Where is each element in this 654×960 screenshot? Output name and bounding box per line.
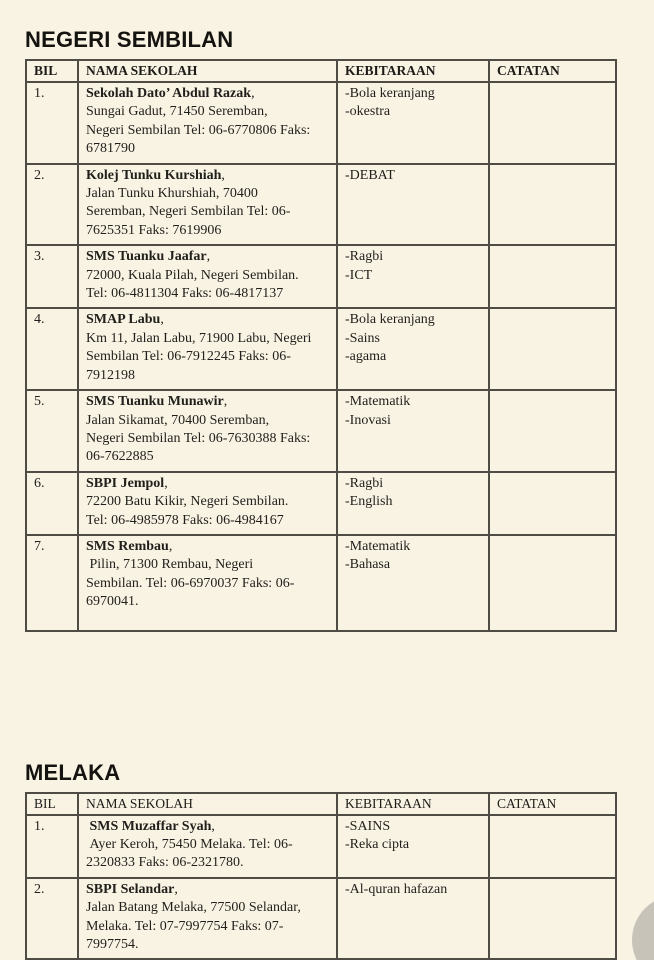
- school-cell: [78, 82, 337, 164]
- address-line: 7625351 Faks: 7619906: [86, 222, 222, 238]
- table-header-row: [26, 793, 616, 815]
- address-line: Melaka. Tel: 07-7997754 Faks: 07-: [86, 918, 284, 934]
- table-row: [26, 535, 616, 631]
- kebitaraan-item: -Bola keranjang: [345, 86, 435, 101]
- address-line: Jalan Batang Melaka, 77500 Selandar,: [86, 900, 301, 916]
- school-name: SMS Tuanku Munawir: [86, 394, 224, 410]
- kebitaraan-cell: [337, 878, 489, 960]
- kebitaraan-item: -Ragbi: [345, 249, 384, 265]
- column-header-bil: BIL: [26, 793, 78, 815]
- kebitaraan-cell: [337, 390, 489, 472]
- kebitaraan-item: -SAINS: [345, 818, 391, 834]
- kebitaraan-cell: [337, 82, 489, 164]
- school-name-suffix: ,: [164, 475, 168, 491]
- school-cell: [78, 472, 337, 535]
- section-negeri-sembilan: [25, 27, 615, 632]
- kebitaraan-item: -Bahasa: [345, 557, 391, 573]
- school-name: SMS Tuanku Jaafar: [86, 249, 207, 265]
- address-line: 7997754.: [86, 937, 139, 952]
- table-row: [26, 472, 616, 535]
- kebitaraan-item: -ICT: [345, 267, 373, 283]
- school-cell: [78, 535, 337, 631]
- kebitaraan-item: -Bola keranjang: [345, 312, 435, 328]
- row-number: 5.: [26, 390, 78, 472]
- school-cell: [78, 878, 337, 960]
- school-name-suffix: ,: [251, 86, 255, 101]
- row-number: 2.: [26, 878, 78, 960]
- column-header-nama-sekolah: NAMA SEKOLAH: [78, 793, 337, 815]
- table-row: [26, 815, 616, 878]
- table-row: [26, 390, 616, 472]
- kebitaraan-item: -English: [345, 494, 393, 510]
- kebitaraan-cell: [337, 535, 489, 631]
- school-name-suffix: ,: [168, 538, 173, 554]
- kebitaraan-item: -DEBAT: [345, 167, 395, 183]
- kebitaraan-item: -Al-quran hafazan: [345, 881, 448, 897]
- school-name: SMAP Labu: [86, 312, 161, 328]
- table-header-row: [26, 60, 616, 82]
- address-line: Pilin, 71300 Rembau, Negeri: [86, 557, 254, 573]
- address-line: Sungai Gadut, 71450 Seremban,: [86, 104, 268, 120]
- school-name-suffix: ,: [206, 249, 211, 265]
- address-line: Seremban, Negeri Sembilan Tel: 06-: [86, 204, 291, 220]
- address-line: Tel: 06-4985978 Faks: 06-4984167: [86, 512, 284, 528]
- address-line: Ayer Keroh, 75450 Melaka. Tel: 06-: [86, 836, 293, 852]
- school-name-suffix: ,: [223, 394, 228, 410]
- kebitaraan-cell: [337, 472, 489, 535]
- address-line: 06-7622885: [86, 449, 154, 465]
- row-number: 7.: [26, 535, 78, 631]
- row-number: 1.: [26, 815, 78, 878]
- section-title: NEGERI SEMBILAN: [25, 27, 234, 52]
- school-name: Kolej Tunku Kurshiah: [86, 167, 222, 183]
- school-cell: [78, 308, 337, 390]
- address-line: Sembilan. Tel: 06-6970037 Faks: 06-: [86, 575, 295, 591]
- catatan-cell: [489, 472, 616, 535]
- table-row: [26, 878, 616, 960]
- school-cell: [78, 390, 337, 472]
- address-line: Negeri Sembilan Tel: 06-6770806 Faks:: [86, 122, 311, 138]
- row-number: 2.: [26, 164, 78, 246]
- address-line: 72200 Batu Kikir, Negeri Sembilan.: [86, 494, 289, 510]
- catatan-cell: [489, 878, 616, 960]
- school-cell: [78, 164, 337, 246]
- school-cell: [78, 815, 337, 878]
- address-line: Jalan Tunku Khurshiah, 70400: [86, 186, 258, 202]
- kebitaraan-item: -agama: [345, 349, 387, 365]
- section-title: MELAKA: [25, 759, 121, 785]
- school-name: Sekolah Dato’ Abdul Razak: [86, 86, 252, 101]
- schools-table: [25, 59, 617, 632]
- section-melaka: [25, 760, 615, 960]
- school-name: SMS Rembau: [86, 538, 169, 554]
- address-line: Km 11, Jalan Labu, 71900 Labu, Negeri: [86, 330, 312, 346]
- catatan-cell: [489, 82, 616, 164]
- address-line: Tel: 06-4811304 Faks: 06-4817137: [86, 286, 284, 302]
- row-number: 4.: [26, 308, 78, 390]
- catatan-cell: [489, 815, 616, 878]
- schools-table: [25, 792, 617, 960]
- address-line: Sembilan Tel: 06-7912245 Faks: 06-: [86, 349, 291, 365]
- address-line: Negeri Sembilan Tel: 06-7630388 Faks:: [86, 430, 311, 446]
- address-line: 2320833 Faks: 06-2321780.: [86, 855, 244, 871]
- address-line: 7912198: [86, 367, 135, 383]
- school-name-suffix: ,: [174, 881, 178, 897]
- table-row: [26, 82, 616, 164]
- kebitaraan-item: -Reka cipta: [345, 836, 410, 852]
- row-number: 1.: [26, 82, 78, 164]
- table-row: [26, 308, 616, 390]
- catatan-cell: [489, 535, 616, 631]
- kebitaraan-item: -okestra: [345, 104, 391, 120]
- school-name: SBPI Selandar: [86, 881, 175, 897]
- address-line: 6781790: [86, 141, 135, 157]
- kebitaraan-cell: [337, 164, 489, 246]
- school-name-suffix: ,: [221, 167, 225, 183]
- school-cell: [78, 245, 337, 308]
- school-name-suffix: ,: [160, 312, 164, 328]
- kebitaraan-cell: [337, 245, 489, 308]
- school-name-suffix: ,: [211, 818, 215, 834]
- catatan-cell: [489, 245, 616, 308]
- address-line: Jalan Sikamat, 70400 Seremban,: [86, 412, 270, 428]
- address-line: 6970041.: [86, 594, 139, 610]
- kebitaraan-item: -Matematik: [345, 538, 411, 554]
- row-number: 6.: [26, 472, 78, 535]
- column-header-bil: BIL: [26, 60, 78, 82]
- row-number: 3.: [26, 245, 78, 308]
- kebitaraan-item: -Matematik: [345, 394, 411, 410]
- table-row: [26, 245, 616, 308]
- school-name: SBPI Jempol: [86, 475, 165, 491]
- column-header-kebitaraan: KEBITARAAN: [337, 793, 489, 815]
- column-header-catatan: CATATAN: [489, 793, 616, 815]
- kebitaraan-item: -Ragbi: [345, 475, 384, 491]
- table-row: [26, 164, 616, 246]
- kebitaraan-cell: [337, 308, 489, 390]
- column-header-kebitaraan: KEBITARAAN: [337, 60, 489, 82]
- kebitaraan-item: -Sains: [345, 330, 380, 346]
- catatan-cell: [489, 308, 616, 390]
- catatan-cell: [489, 390, 616, 472]
- column-header-catatan: CATATAN: [489, 60, 616, 82]
- scroll-bubble[interactable]: [632, 895, 654, 960]
- address-line: 72000, Kuala Pilah, Negeri Sembilan.: [86, 267, 299, 283]
- catatan-cell: [489, 164, 616, 246]
- kebitaraan-item: -Inovasi: [345, 412, 391, 428]
- kebitaraan-cell: [337, 815, 489, 878]
- column-header-nama-sekolah: NAMA SEKOLAH: [78, 60, 337, 82]
- school-name: SMS Muzaffar Syah: [86, 818, 212, 834]
